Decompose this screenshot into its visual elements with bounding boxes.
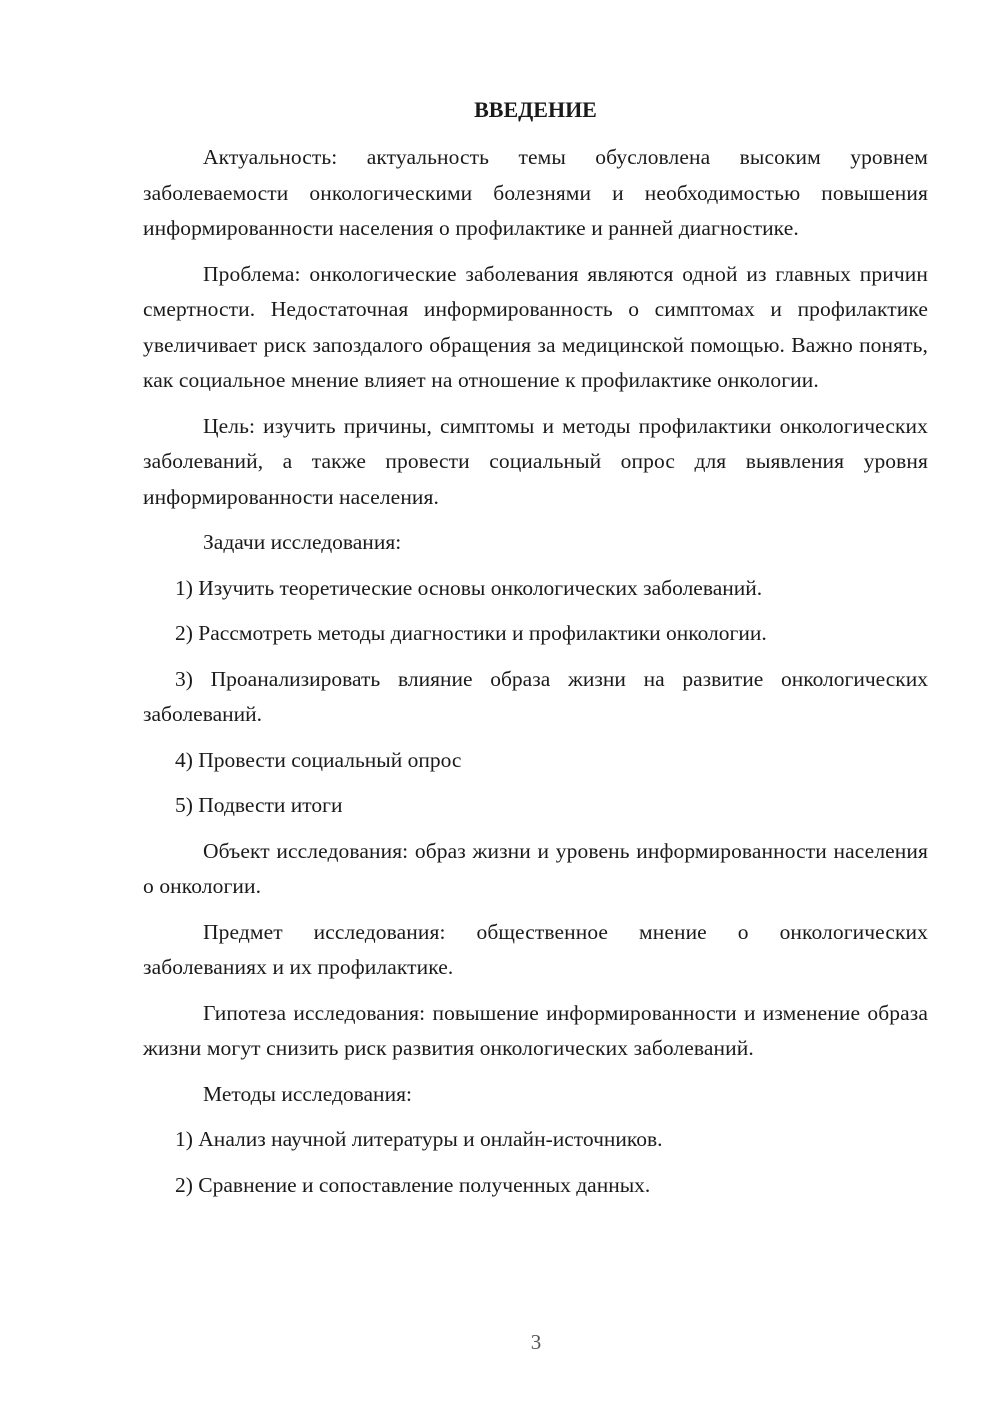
- page-number: 3: [530, 1330, 542, 1354]
- problem-paragraph: Проблема: онкологические заболевания являются одной из главных причин смертности. Недостаточная информированность о симптомах и профилактике увеличивает риск запоздалого обращения за медицинской помощью. Важно понять, как социальное мнение влияет на отношение к профилактике онкологии.: [143, 261, 928, 392]
- object-paragraph: Объект исследования: образ жизни и уровень информированности населения о онкологии.: [143, 838, 928, 898]
- subject-paragraph: Предмет исследования: общественное мнение о онкологических заболеваниях и их профилактике.: [143, 919, 928, 979]
- task-item: 3) Проанализировать влияние образа жизни на развитие онкологических заболеваний.: [143, 666, 928, 726]
- method-item: 1) Анализ научной литературы и онлайн-источников.: [175, 1127, 663, 1151]
- methods-heading: Методы исследования:: [203, 1081, 412, 1106]
- goal-paragraph: Цель: изучить причины, симптомы и методы профилактики онкологических заболеваний, а также провести социальный опрос для выявления уровня информированности населения.: [143, 413, 928, 509]
- task-item: 4) Провести социальный опрос: [175, 747, 462, 772]
- task-item: 5) Подвести итоги: [175, 793, 343, 817]
- page-content: [143, 92, 928, 1213]
- method-item: 2) Сравнение и сопоставление полученных данных.: [175, 1172, 651, 1197]
- relevance-paragraph: Актуальность: актуальность темы обусловлена высоким уровнем заболеваемости онкологическими болезнями и необходимостью повышения информированности населения о профилактике и ранней диагностике.: [143, 145, 928, 240]
- hypothesis-paragraph: Гипотеза исследования: повышение информированности и изменение образа жизни могут снизить риск развития онкологических заболеваний.: [143, 1000, 928, 1060]
- task-item: 2) Рассмотреть методы диагностики и профилактики онкологии.: [175, 621, 767, 645]
- task-item: 1) Изучить теоретические основы онкологических заболеваний.: [175, 575, 763, 600]
- tasks-heading: Задачи исследования:: [203, 530, 402, 554]
- page-title: ВВЕДЕНИЕ: [474, 97, 597, 122]
